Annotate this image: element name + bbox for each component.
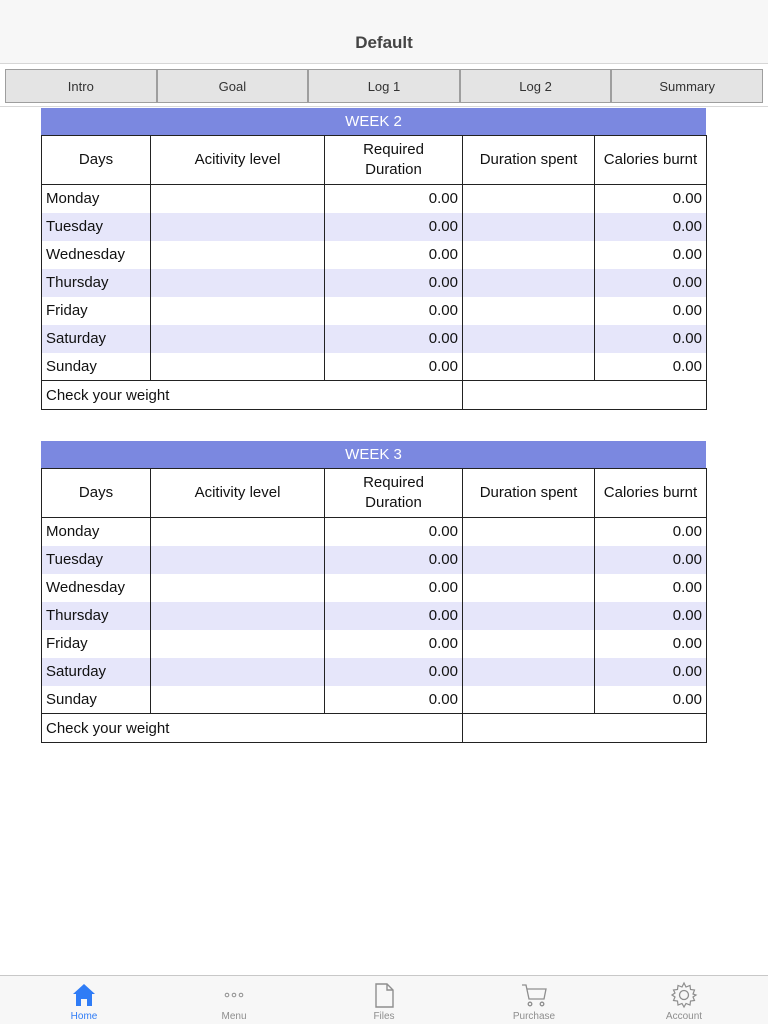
calories-burnt-cell: 0.00 (595, 325, 707, 353)
bottom-tab-bar (0, 975, 768, 1024)
table-row (42, 241, 707, 269)
activity-level-cell[interactable] (151, 686, 325, 714)
table-row (42, 518, 707, 546)
cart-icon (520, 981, 548, 1009)
day-cell: Tuesday (42, 546, 151, 574)
duration-spent-cell[interactable] (463, 546, 595, 574)
day-cell: Monday (42, 185, 151, 213)
tab-log-2[interactable]: Log 2 (460, 69, 612, 103)
table-row (42, 602, 707, 630)
day-cell: Thursday (42, 602, 151, 630)
calories-burnt-cell: 0.00 (595, 602, 707, 630)
activity-level-cell[interactable] (151, 574, 325, 602)
activity-level-cell[interactable] (151, 353, 325, 381)
table-row (42, 630, 707, 658)
calories-burnt-cell: 0.00 (595, 630, 707, 658)
activity-level-cell[interactable] (151, 518, 325, 546)
weight-label: Check your weight (42, 714, 463, 743)
duration-spent-cell[interactable] (463, 630, 595, 658)
tabbar-label: Purchase (512, 1011, 556, 1022)
activity-level-cell[interactable] (151, 213, 325, 241)
duration-spent-cell[interactable] (463, 658, 595, 686)
required-duration-cell: 0.00 (325, 546, 463, 574)
required-duration-cell: 0.00 (325, 213, 463, 241)
calories-burnt-cell: 0.00 (595, 658, 707, 686)
column-header-days: Days (42, 469, 151, 518)
day-cell: Saturday (42, 325, 151, 353)
table-row (42, 658, 707, 686)
file-icon (370, 981, 398, 1009)
day-cell: Tuesday (42, 213, 151, 241)
tabbar-home[interactable] (9, 976, 159, 1024)
required-duration-cell: 0.00 (325, 297, 463, 325)
duration-spent-cell[interactable] (463, 185, 595, 213)
activity-level-cell[interactable] (151, 241, 325, 269)
activity-level-cell[interactable] (151, 269, 325, 297)
page-title: Default (355, 33, 413, 52)
week-header: WEEK 2 (41, 108, 706, 135)
required-duration-cell: 0.00 (325, 269, 463, 297)
table-row (42, 574, 707, 602)
duration-spent-cell[interactable] (463, 325, 595, 353)
tabbar-label: Home (70, 1011, 98, 1022)
tabbar-menu[interactable] (159, 976, 309, 1024)
activity-level-cell[interactable] (151, 325, 325, 353)
more-icon (220, 981, 248, 1009)
column-header-days: Days (42, 136, 151, 185)
column-header-duration-spent: Duration spent (463, 136, 595, 185)
navigation-bar (0, 0, 768, 64)
required-duration-cell: 0.00 (325, 574, 463, 602)
day-cell: Thursday (42, 269, 151, 297)
tabbar-label: Files (373, 1011, 395, 1022)
tabbar-label: Account (665, 1011, 703, 1022)
table-row (42, 546, 707, 574)
duration-spent-cell[interactable] (463, 213, 595, 241)
duration-spent-cell[interactable] (463, 297, 595, 325)
column-header-required-duration (325, 469, 463, 518)
column-header-activity-level: Acitivity level (151, 469, 325, 518)
activity-level-cell[interactable] (151, 546, 325, 574)
column-header-label: Required Duration (363, 141, 424, 178)
column-header-required-duration (325, 136, 463, 185)
required-duration-cell: 0.00 (325, 353, 463, 381)
required-duration-cell: 0.00 (325, 658, 463, 686)
week-3-section (41, 441, 706, 743)
sheet-tabs (5, 69, 763, 103)
calories-burnt-cell: 0.00 (595, 353, 707, 381)
tab-goal[interactable]: Goal (157, 69, 309, 103)
calories-burnt-cell: 0.00 (595, 213, 707, 241)
weight-input-cell[interactable] (463, 381, 707, 410)
tab-intro[interactable]: Intro (5, 69, 157, 103)
activity-level-cell[interactable] (151, 297, 325, 325)
duration-spent-cell[interactable] (463, 686, 595, 714)
table-row (42, 297, 707, 325)
tabbar-account[interactable] (609, 976, 759, 1024)
column-header-duration-spent: Duration spent (463, 469, 595, 518)
day-cell: Friday (42, 297, 151, 325)
tab-summary[interactable]: Summary (611, 69, 763, 103)
activity-level-cell[interactable] (151, 630, 325, 658)
required-duration-cell: 0.00 (325, 602, 463, 630)
calories-burnt-cell: 0.00 (595, 269, 707, 297)
duration-spent-cell[interactable] (463, 353, 595, 381)
tabbar-purchase[interactable] (459, 976, 609, 1024)
duration-spent-cell[interactable] (463, 574, 595, 602)
duration-spent-cell[interactable] (463, 241, 595, 269)
day-cell: Sunday (42, 353, 151, 381)
required-duration-cell: 0.00 (325, 518, 463, 546)
weight-input-cell[interactable] (463, 714, 707, 743)
weight-row (42, 714, 707, 743)
calories-burnt-cell: 0.00 (595, 518, 707, 546)
table-row (42, 686, 707, 714)
duration-spent-cell[interactable] (463, 269, 595, 297)
activity-level-cell[interactable] (151, 602, 325, 630)
week-2-section (41, 108, 706, 410)
activity-level-cell[interactable] (151, 185, 325, 213)
column-header-calories-burnt: Calories burnt (595, 136, 707, 185)
activity-level-cell[interactable] (151, 658, 325, 686)
gear-icon (670, 981, 698, 1009)
column-header-label: Required Duration (363, 474, 424, 511)
tabbar-files[interactable] (309, 976, 459, 1024)
required-duration-cell: 0.00 (325, 241, 463, 269)
activity-table (41, 135, 707, 410)
required-duration-cell: 0.00 (325, 185, 463, 213)
required-duration-cell: 0.00 (325, 686, 463, 714)
duration-spent-cell[interactable] (463, 518, 595, 546)
required-duration-cell: 0.00 (325, 325, 463, 353)
calories-burnt-cell: 0.00 (595, 686, 707, 714)
day-cell: Saturday (42, 658, 151, 686)
day-cell: Friday (42, 630, 151, 658)
day-cell: Wednesday (42, 574, 151, 602)
tabbar-label: Menu (221, 1011, 247, 1022)
day-cell: Sunday (42, 686, 151, 714)
column-header-activity-level: Acitivity level (151, 136, 325, 185)
day-cell: Monday (42, 518, 151, 546)
table-row (42, 213, 707, 241)
column-header-calories-burnt: Calories burnt (595, 469, 707, 518)
home-icon (70, 981, 98, 1009)
calories-burnt-cell: 0.00 (595, 185, 707, 213)
duration-spent-cell[interactable] (463, 602, 595, 630)
day-cell: Wednesday (42, 241, 151, 269)
weight-row (42, 381, 707, 410)
calories-burnt-cell: 0.00 (595, 574, 707, 602)
tab-log-1[interactable]: Log 1 (308, 69, 460, 103)
table-row (42, 185, 707, 213)
weight-label: Check your weight (42, 381, 463, 410)
table-row (42, 269, 707, 297)
activity-table (41, 468, 707, 743)
calories-burnt-cell: 0.00 (595, 297, 707, 325)
table-row (42, 325, 707, 353)
required-duration-cell: 0.00 (325, 630, 463, 658)
calories-burnt-cell: 0.00 (595, 241, 707, 269)
table-row (42, 353, 707, 381)
divider (0, 106, 768, 107)
calories-burnt-cell: 0.00 (595, 546, 707, 574)
week-header: WEEK 3 (41, 441, 706, 468)
